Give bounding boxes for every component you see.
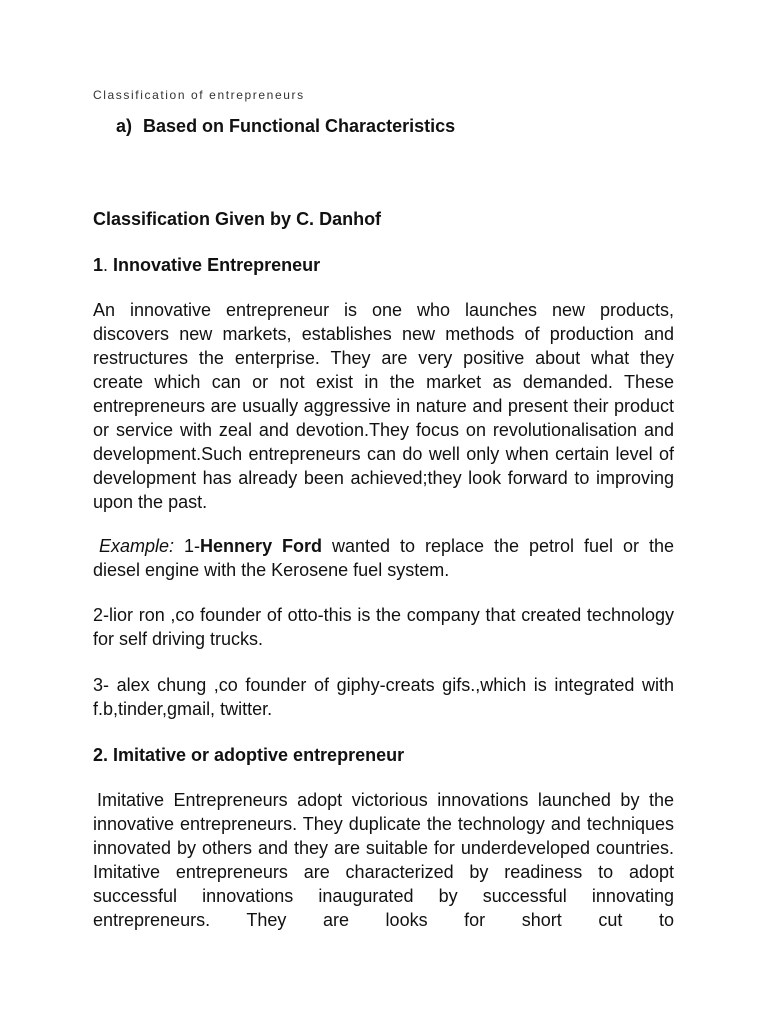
- example-3-text: 3- alex chung ,co founder of giphy-creats gifs.,which is integrated with f.b,tinder,gmail, twitter.: [93, 675, 674, 719]
- example-name: Hennery Ford: [200, 536, 323, 556]
- item2-title: 2. Imitative or adoptive entrepreneur: [93, 745, 405, 765]
- example-label: Example:: [99, 536, 175, 556]
- section-heading-a: [116, 116, 455, 137]
- classification-title: [93, 207, 674, 231]
- item1-title: Innovative Entrepreneur: [113, 255, 321, 275]
- example-2-text: 2-lior ron ,co founder of otto-this is the company that created technology for self driving trucks.: [93, 605, 674, 649]
- document-header: Classification of entrepreneurs: [93, 88, 305, 102]
- paragraph-innovative: [93, 298, 674, 514]
- example-2: [93, 603, 674, 651]
- paragraph-innovative-text: An innovative entrepreneur is one who launches new products, discovers new markets, establishes new methods of production and restructures the enterprise. They are very positive about what they create which can or not exist in the market as demanded. These entrepreneurs are usually aggressive in nature and present their product or service with zeal and devotion.They focus on revolutionalisation and development.Such entrepreneurs can do well only when certain level of development has already been achieved;they look forward to improving upon the past.: [93, 300, 674, 512]
- item1-number: 1: [93, 255, 104, 275]
- example-3: [93, 673, 674, 721]
- section-marker: a): [116, 116, 133, 136]
- paragraph-imitative: [93, 788, 674, 932]
- example-text: wanted to replace the petrol fuel or the diesel engine with the Kerosene fuel system.: [93, 536, 674, 580]
- section-title: Based on Functional Characteristics: [143, 116, 456, 136]
- item1-heading: [93, 253, 674, 277]
- classification-title-text: Classification Given by C. Danhof: [93, 209, 382, 229]
- example-1: [93, 534, 674, 582]
- paragraph-imitative-text: Imitative Entrepreneurs adopt victorious innovations launched by the innovative entrepreneurs. They duplicate the technology and techniques innovated by others and they are suitable for underdeveloped countries. Imitative entrepreneurs are characterized by readiness to adopt successful innovations inaugurated by successful innovating entrepreneurs. They are looks for short cut to: [93, 790, 674, 930]
- item2-heading: [93, 743, 674, 767]
- item1-sep: .: [103, 255, 109, 275]
- example-number: 1-: [184, 536, 201, 556]
